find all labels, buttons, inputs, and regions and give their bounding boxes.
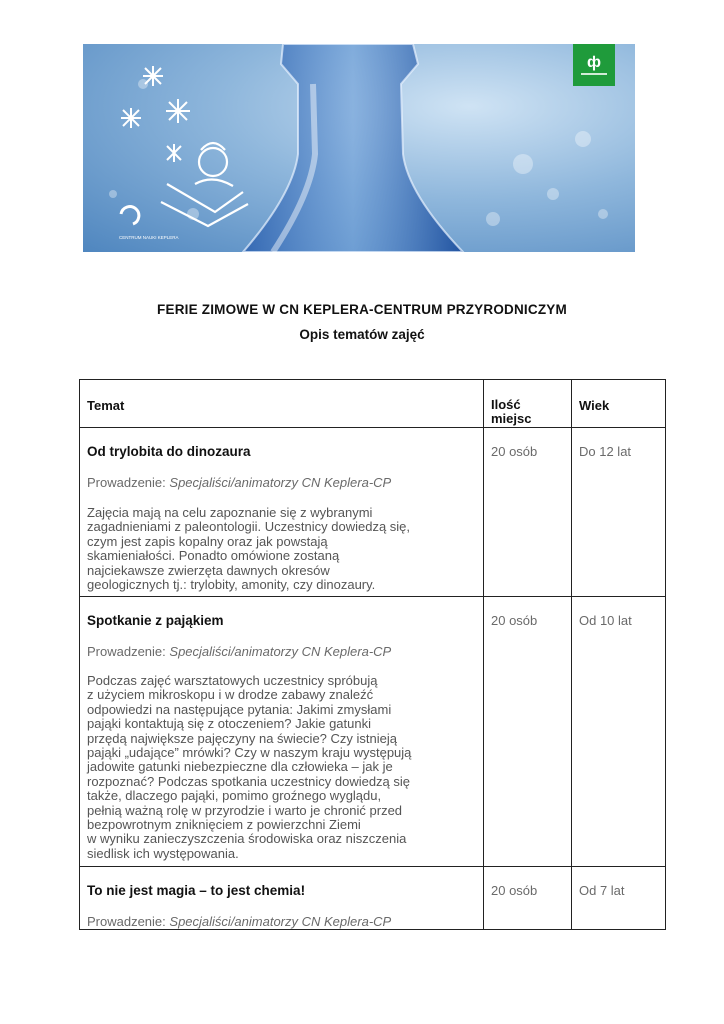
header-age: Wiek bbox=[579, 398, 610, 413]
header-banner bbox=[83, 44, 635, 252]
row-age: Od 10 lat bbox=[579, 613, 632, 628]
row-description: Zajęcia mają na celu zapoznanie się z wybranymi zagadnieniami z paleontologii. Uczestnicy dowiedzą się, czym jest zapis kopalny oraz jak powstają skamieniałości. Ponadto omówione zostaną najciekawsze zwierzęta dawnych okresów geologicznych tj.: trylobity, amonity, czy dinozaury. bbox=[87, 505, 411, 593]
snowflake-icon bbox=[121, 66, 190, 162]
heading bbox=[0, 302, 724, 342]
row-places: 20 osób bbox=[491, 613, 538, 628]
header-places: Ilość miejsc bbox=[491, 397, 532, 426]
row-places: 20 osób bbox=[491, 883, 538, 898]
table-row bbox=[80, 428, 483, 596]
table-row bbox=[80, 597, 483, 866]
row-places: 20 osób bbox=[491, 444, 538, 459]
row-age: Od 7 lat bbox=[579, 883, 625, 898]
row-age: Do 12 lat bbox=[579, 444, 632, 459]
logo-centrum-nauki-keplera bbox=[121, 207, 139, 224]
page-title: FERIE ZIMOWE W CN KEPLERA-CENTRUM PRZYRODNICZYM bbox=[157, 302, 567, 317]
logo-centrum-przyrodnicze: ф bbox=[573, 44, 615, 86]
svg-text:CENTRUM NAUKI KEPLERA: CENTRUM NAUKI KEPLERA bbox=[119, 235, 179, 240]
header-topic: Temat bbox=[87, 398, 125, 413]
topics-table bbox=[79, 379, 666, 930]
table-row bbox=[80, 867, 483, 929]
row-topic: Spotkanie z pająkiem bbox=[87, 613, 224, 628]
row-description: Podczas zajęć warsztatowych uczestnicy spróbują z użyciem mikroskopu i w drodze zabawy znaleźć odpowiedzi na następujące pytania: Jakimi zmysłami pająki kontaktują się z otoczeniem? Jakie gatunki przędą największe pajęczyny na świecie? Czy istnieją pająki „udające” mrówki? Czy w naszym kraju występują jadowite gatunki niebezpieczne dla człowieka – jak je rozpoznać? Podczas spotkania uczestnicy dowiedzą się także, dlaczego pająki, pomimo groźnego wyglądu, pełnią ważną rolę w przyrodzie i warto je chronić przed bezpowrotnym zniknięciem z powierzchni Ziemi w wyniku zanieczyszczenia środowiska oraz niszczenia siedlisk ich występowania. bbox=[87, 673, 412, 861]
page-subtitle: Opis tematów zajęć bbox=[299, 327, 425, 342]
row-topic: Od trylobita do dinozaura bbox=[87, 444, 251, 459]
row-lead: Prowadzenie: Specjaliści/animatorzy CN Keplera-CP bbox=[87, 644, 392, 659]
row-lead: Prowadzenie: Specjaliści/animatorzy CN Keplera-CP bbox=[87, 914, 392, 929]
banner-illustration bbox=[83, 44, 635, 252]
row-topic: To nie jest magia – to jest chemia! bbox=[87, 883, 306, 898]
row-lead: Prowadzenie: Specjaliści/animatorzy CN Keplera-CP bbox=[87, 475, 392, 490]
